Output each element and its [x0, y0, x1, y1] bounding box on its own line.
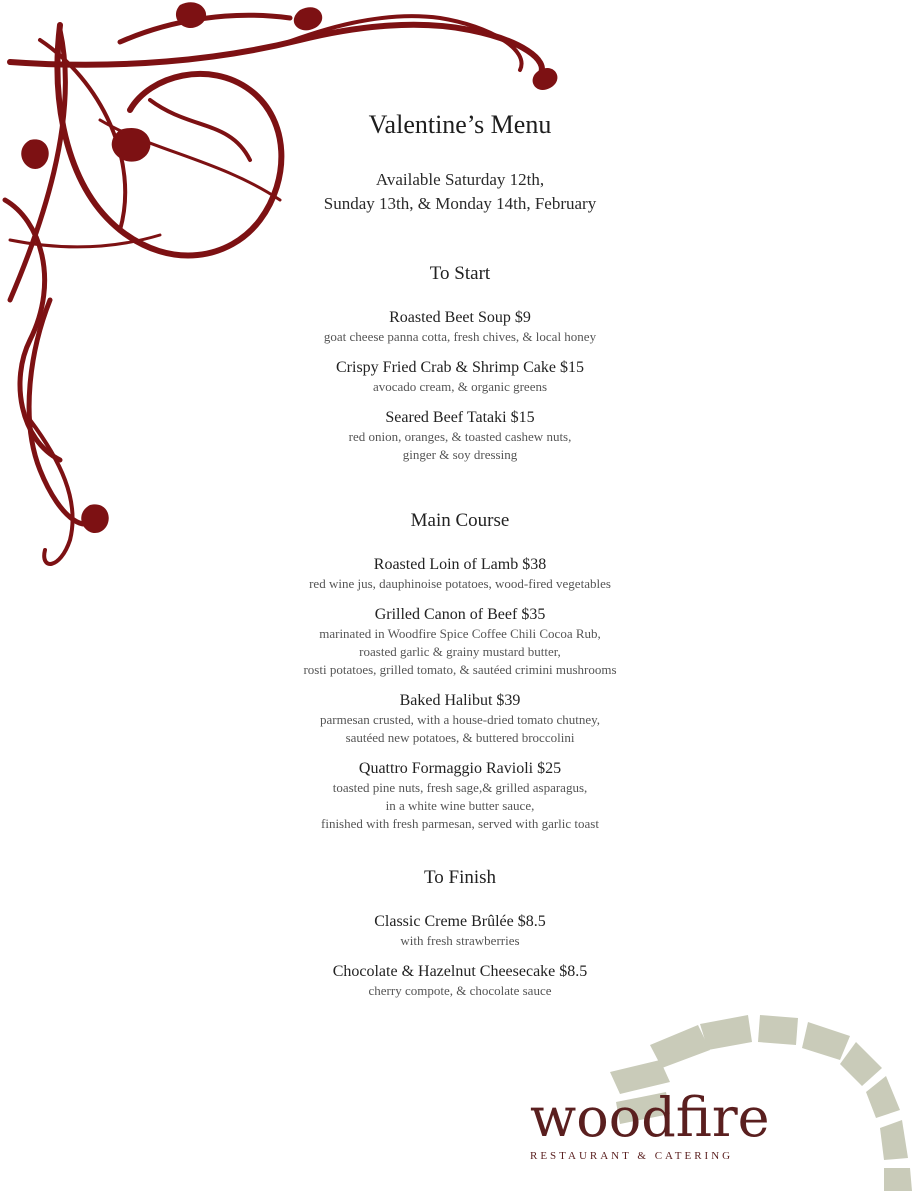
item-description: roasted garlic & grainy mustard butter,: [359, 644, 561, 659]
menu-item: [0, 408, 920, 464]
logo-wordmark: woodfire: [530, 1086, 770, 1149]
item-description: toasted pine nuts, fresh sage,& grilled asparagus,: [332, 780, 588, 795]
section-title: Main Course: [410, 510, 510, 531]
item-description: avocado cream, & organic greens: [372, 379, 548, 394]
item-description: red wine jus, dauphinoise potatoes, wood-fired vegetables: [309, 576, 611, 591]
availability-line: Available Saturday 12th,: [375, 170, 545, 189]
menu-item: [0, 555, 920, 593]
menu-item: [0, 691, 920, 747]
item-description: parmesan crusted, with a house-dried tomato chutney,: [319, 712, 600, 727]
item-name: Grilled Canon of Beef $35: [374, 606, 546, 623]
section-to-finish: [0, 866, 920, 1012]
item-name: Baked Halibut $39: [399, 692, 521, 709]
item-name: Seared Beef Tataki $15: [385, 409, 535, 426]
item-name: Chocolate & Hazelnut Cheesecake $8.5: [332, 963, 588, 980]
section-title: To Finish: [423, 867, 497, 888]
section-title: To Start: [429, 263, 491, 284]
item-description: ginger & soy dressing: [402, 447, 518, 462]
menu-title: Valentine’s Menu: [368, 110, 552, 139]
availability-line: Sunday 13th, & Monday 14th, February: [323, 194, 597, 213]
item-name: Roasted Loin of Lamb $38: [373, 556, 547, 573]
menu-item: [0, 605, 920, 679]
menu-item: [0, 358, 920, 396]
item-name: Quattro Formaggio Ravioli $25: [358, 760, 562, 777]
availability-info: [0, 168, 920, 216]
item-description: cherry compote, & chocolate sauce: [368, 983, 552, 998]
section-main-course: [0, 509, 920, 845]
section-to-start: [0, 262, 920, 476]
item-description: in a white wine butter sauce,: [385, 798, 535, 813]
item-description: finished with fresh parmesan, served with garlic toast: [321, 816, 599, 831]
item-name: Crispy Fried Crab & Shrimp Cake $15: [336, 359, 584, 376]
item-description: rosti potatoes, grilled tomato, & sautéed crimini mushrooms: [303, 662, 617, 677]
item-description: marinated in Woodfire Spice Coffee Chili Cocoa Rub,: [319, 626, 601, 641]
menu-item: [0, 308, 920, 346]
menu-item: [0, 759, 920, 833]
logo-subtitle: RESTAURANT & CATERING: [530, 1150, 734, 1162]
item-description: red onion, oranges, & toasted cashew nuts,: [348, 429, 572, 444]
item-name: Roasted Beet Soup $9: [389, 309, 531, 326]
item-description: goat cheese panna cotta, fresh chives, & local honey: [323, 329, 597, 344]
item-name: Classic Creme Brûlée $8.5: [374, 913, 546, 930]
item-description: with fresh strawberries: [400, 933, 520, 948]
menu-item: [0, 912, 920, 950]
menu-item: [0, 962, 920, 1000]
item-description: sautéed new potatoes, & buttered broccolini: [345, 730, 575, 745]
